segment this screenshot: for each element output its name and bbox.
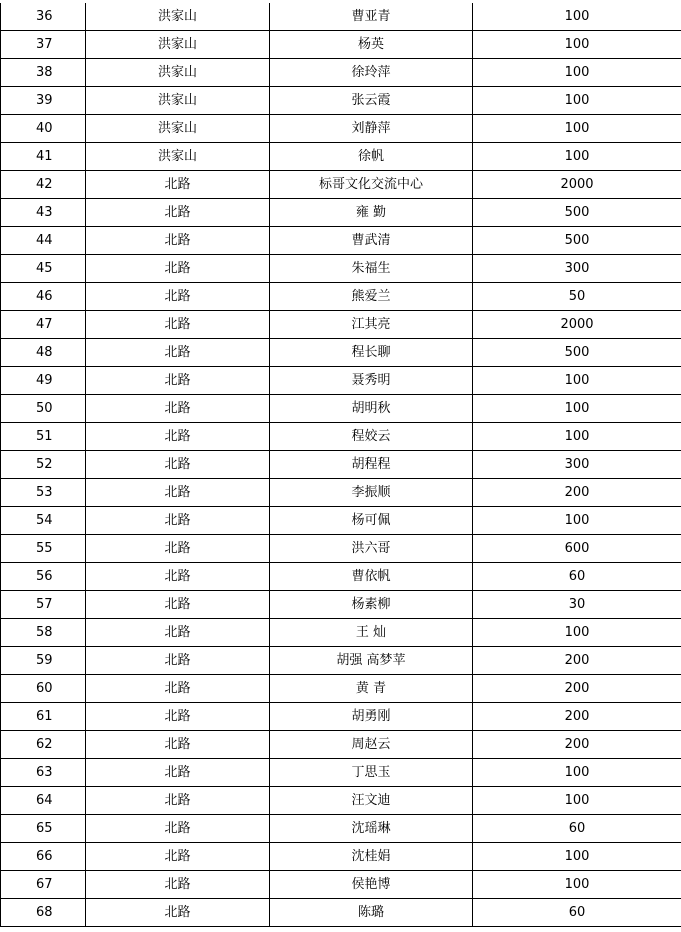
donor-name-cell: 胡明秋 bbox=[270, 395, 473, 423]
village-cell: 北路 bbox=[86, 535, 270, 563]
row-number-cell: 42 bbox=[1, 171, 86, 199]
donor-name-cell: 杨英 bbox=[270, 31, 473, 59]
donor-name-cell: 雍 勤 bbox=[270, 199, 473, 227]
donor-name-cell: 程长聊 bbox=[270, 339, 473, 367]
donor-name-cell: 沈瑶琳 bbox=[270, 815, 473, 843]
village-cell: 北路 bbox=[86, 451, 270, 479]
village-cell: 北路 bbox=[86, 171, 270, 199]
row-number-cell: 56 bbox=[1, 563, 86, 591]
donation-amount-cell: 100 bbox=[473, 59, 681, 87]
row-number-cell: 48 bbox=[1, 339, 86, 367]
table-row bbox=[1, 115, 681, 143]
village-cell: 北路 bbox=[86, 479, 270, 507]
donor-name-cell: 标哥文化交流中心 bbox=[270, 171, 473, 199]
table-row bbox=[1, 87, 681, 115]
table-row bbox=[1, 367, 681, 395]
donation-amount-cell: 500 bbox=[473, 339, 681, 367]
table-row bbox=[1, 703, 681, 731]
donor-name-cell: 汪文迪 bbox=[270, 787, 473, 815]
village-cell: 北路 bbox=[86, 703, 270, 731]
village-cell: 北路 bbox=[86, 731, 270, 759]
village-cell: 北路 bbox=[86, 283, 270, 311]
village-cell: 北路 bbox=[86, 591, 270, 619]
row-number-cell: 43 bbox=[1, 199, 86, 227]
village-cell: 北路 bbox=[86, 395, 270, 423]
donor-name-cell: 程姣云 bbox=[270, 423, 473, 451]
village-cell: 北路 bbox=[86, 199, 270, 227]
row-number-cell: 68 bbox=[1, 899, 86, 927]
row-number-cell: 41 bbox=[1, 143, 86, 171]
row-number-cell: 66 bbox=[1, 843, 86, 871]
donation-amount-cell: 600 bbox=[473, 535, 681, 563]
donation-amount-cell: 200 bbox=[473, 703, 681, 731]
donation-amount-cell: 60 bbox=[473, 899, 681, 927]
village-cell: 洪家山 bbox=[86, 87, 270, 115]
donor-name-cell: 侯艳博 bbox=[270, 871, 473, 899]
donor-name-cell: 胡勇刚 bbox=[270, 703, 473, 731]
donor-name-cell: 陈璐 bbox=[270, 899, 473, 927]
table-row bbox=[1, 759, 681, 787]
donation-table bbox=[0, 3, 681, 927]
row-number-cell: 39 bbox=[1, 87, 86, 115]
donation-amount-cell: 100 bbox=[473, 619, 681, 647]
donor-name-cell: 丁思玉 bbox=[270, 759, 473, 787]
donor-name-cell: 曹依帆 bbox=[270, 563, 473, 591]
donor-name-cell: 江其亮 bbox=[270, 311, 473, 339]
donor-name-cell: 张云霞 bbox=[270, 87, 473, 115]
row-number-cell: 44 bbox=[1, 227, 86, 255]
table-row bbox=[1, 787, 681, 815]
donor-name-cell: 黄 青 bbox=[270, 675, 473, 703]
table-row bbox=[1, 843, 681, 871]
donation-amount-cell: 100 bbox=[473, 507, 681, 535]
row-number-cell: 59 bbox=[1, 647, 86, 675]
village-cell: 洪家山 bbox=[86, 3, 270, 31]
table-row bbox=[1, 59, 681, 87]
table-row bbox=[1, 171, 681, 199]
table-row bbox=[1, 255, 681, 283]
donation-amount-cell: 2000 bbox=[473, 311, 681, 339]
donation-amount-cell: 60 bbox=[473, 563, 681, 591]
donation-amount-cell: 60 bbox=[473, 815, 681, 843]
village-cell: 洪家山 bbox=[86, 59, 270, 87]
row-number-cell: 37 bbox=[1, 31, 86, 59]
row-number-cell: 61 bbox=[1, 703, 86, 731]
donation-amount-cell: 100 bbox=[473, 31, 681, 59]
donor-name-cell: 王 灿 bbox=[270, 619, 473, 647]
donor-name-cell: 聂秀明 bbox=[270, 367, 473, 395]
village-cell: 北路 bbox=[86, 787, 270, 815]
row-number-cell: 38 bbox=[1, 59, 86, 87]
donation-amount-cell: 100 bbox=[473, 787, 681, 815]
donor-name-cell: 徐帆 bbox=[270, 143, 473, 171]
row-number-cell: 53 bbox=[1, 479, 86, 507]
donor-name-cell: 周赵云 bbox=[270, 731, 473, 759]
donation-amount-cell: 500 bbox=[473, 227, 681, 255]
village-cell: 北路 bbox=[86, 339, 270, 367]
row-number-cell: 55 bbox=[1, 535, 86, 563]
village-cell: 北路 bbox=[86, 507, 270, 535]
donor-name-cell: 曹武清 bbox=[270, 227, 473, 255]
row-number-cell: 64 bbox=[1, 787, 86, 815]
village-cell: 北路 bbox=[86, 815, 270, 843]
village-cell: 北路 bbox=[86, 647, 270, 675]
donation-amount-cell: 100 bbox=[473, 395, 681, 423]
village-cell: 北路 bbox=[86, 675, 270, 703]
donor-name-cell: 杨素柳 bbox=[270, 591, 473, 619]
row-number-cell: 63 bbox=[1, 759, 86, 787]
row-number-cell: 45 bbox=[1, 255, 86, 283]
table-row bbox=[1, 199, 681, 227]
row-number-cell: 58 bbox=[1, 619, 86, 647]
village-cell: 北路 bbox=[86, 311, 270, 339]
table-row bbox=[1, 451, 681, 479]
donation-amount-cell: 500 bbox=[473, 199, 681, 227]
village-cell: 北路 bbox=[86, 423, 270, 451]
village-cell: 北路 bbox=[86, 843, 270, 871]
village-cell: 北路 bbox=[86, 899, 270, 927]
donation-amount-cell: 100 bbox=[473, 759, 681, 787]
donation-amount-cell: 100 bbox=[473, 871, 681, 899]
donation-amount-cell: 30 bbox=[473, 591, 681, 619]
donation-amount-cell: 100 bbox=[473, 115, 681, 143]
row-number-cell: 57 bbox=[1, 591, 86, 619]
row-number-cell: 40 bbox=[1, 115, 86, 143]
table-row bbox=[1, 899, 681, 927]
donor-name-cell: 曹亚青 bbox=[270, 3, 473, 31]
donation-amount-cell: 100 bbox=[473, 367, 681, 395]
village-cell: 洪家山 bbox=[86, 143, 270, 171]
table-row bbox=[1, 31, 681, 59]
row-number-cell: 50 bbox=[1, 395, 86, 423]
donor-name-cell: 李振顺 bbox=[270, 479, 473, 507]
table-row bbox=[1, 675, 681, 703]
donation-amount-cell: 100 bbox=[473, 143, 681, 171]
table-row bbox=[1, 731, 681, 759]
donation-amount-cell: 100 bbox=[473, 87, 681, 115]
village-cell: 北路 bbox=[86, 759, 270, 787]
row-number-cell: 65 bbox=[1, 815, 86, 843]
table-row bbox=[1, 311, 681, 339]
donation-amount-cell: 300 bbox=[473, 255, 681, 283]
table-row bbox=[1, 339, 681, 367]
table-row bbox=[1, 395, 681, 423]
row-number-cell: 47 bbox=[1, 311, 86, 339]
donor-name-cell: 杨可佩 bbox=[270, 507, 473, 535]
table-row bbox=[1, 647, 681, 675]
donation-amount-cell: 200 bbox=[473, 647, 681, 675]
row-number-cell: 54 bbox=[1, 507, 86, 535]
village-cell: 洪家山 bbox=[86, 115, 270, 143]
table-row bbox=[1, 815, 681, 843]
row-number-cell: 62 bbox=[1, 731, 86, 759]
row-number-cell: 60 bbox=[1, 675, 86, 703]
donation-amount-cell: 200 bbox=[473, 675, 681, 703]
village-cell: 洪家山 bbox=[86, 31, 270, 59]
village-cell: 北路 bbox=[86, 255, 270, 283]
village-cell: 北路 bbox=[86, 871, 270, 899]
donor-name-cell: 熊爱兰 bbox=[270, 283, 473, 311]
donor-name-cell: 洪六哥 bbox=[270, 535, 473, 563]
donation-amount-cell: 100 bbox=[473, 423, 681, 451]
donation-amount-cell: 50 bbox=[473, 283, 681, 311]
donor-name-cell: 朱福生 bbox=[270, 255, 473, 283]
village-cell: 北路 bbox=[86, 227, 270, 255]
row-number-cell: 51 bbox=[1, 423, 86, 451]
village-cell: 北路 bbox=[86, 619, 270, 647]
donation-amount-cell: 200 bbox=[473, 731, 681, 759]
donor-name-cell: 刘静萍 bbox=[270, 115, 473, 143]
donation-amount-cell: 100 bbox=[473, 843, 681, 871]
table-row bbox=[1, 283, 681, 311]
table-row bbox=[1, 3, 681, 31]
table-row bbox=[1, 871, 681, 899]
row-number-cell: 49 bbox=[1, 367, 86, 395]
village-cell: 北路 bbox=[86, 563, 270, 591]
table-row bbox=[1, 619, 681, 647]
donor-name-cell: 胡程程 bbox=[270, 451, 473, 479]
donation-amount-cell: 300 bbox=[473, 451, 681, 479]
donor-name-cell: 胡强 高梦苹 bbox=[270, 647, 473, 675]
donation-amount-cell: 200 bbox=[473, 479, 681, 507]
donor-name-cell: 徐玲萍 bbox=[270, 59, 473, 87]
village-cell: 北路 bbox=[86, 367, 270, 395]
row-number-cell: 46 bbox=[1, 283, 86, 311]
donation-amount-cell: 2000 bbox=[473, 171, 681, 199]
table-row bbox=[1, 507, 681, 535]
table-row bbox=[1, 535, 681, 563]
table-row bbox=[1, 423, 681, 451]
table-row bbox=[1, 479, 681, 507]
table-row bbox=[1, 143, 681, 171]
row-number-cell: 36 bbox=[1, 3, 86, 31]
row-number-cell: 52 bbox=[1, 451, 86, 479]
table-row bbox=[1, 591, 681, 619]
row-number-cell: 67 bbox=[1, 871, 86, 899]
donation-amount-cell: 100 bbox=[473, 3, 681, 31]
table-row bbox=[1, 227, 681, 255]
donor-name-cell: 沈桂娟 bbox=[270, 843, 473, 871]
table-row bbox=[1, 563, 681, 591]
donation-table-body bbox=[1, 3, 681, 927]
